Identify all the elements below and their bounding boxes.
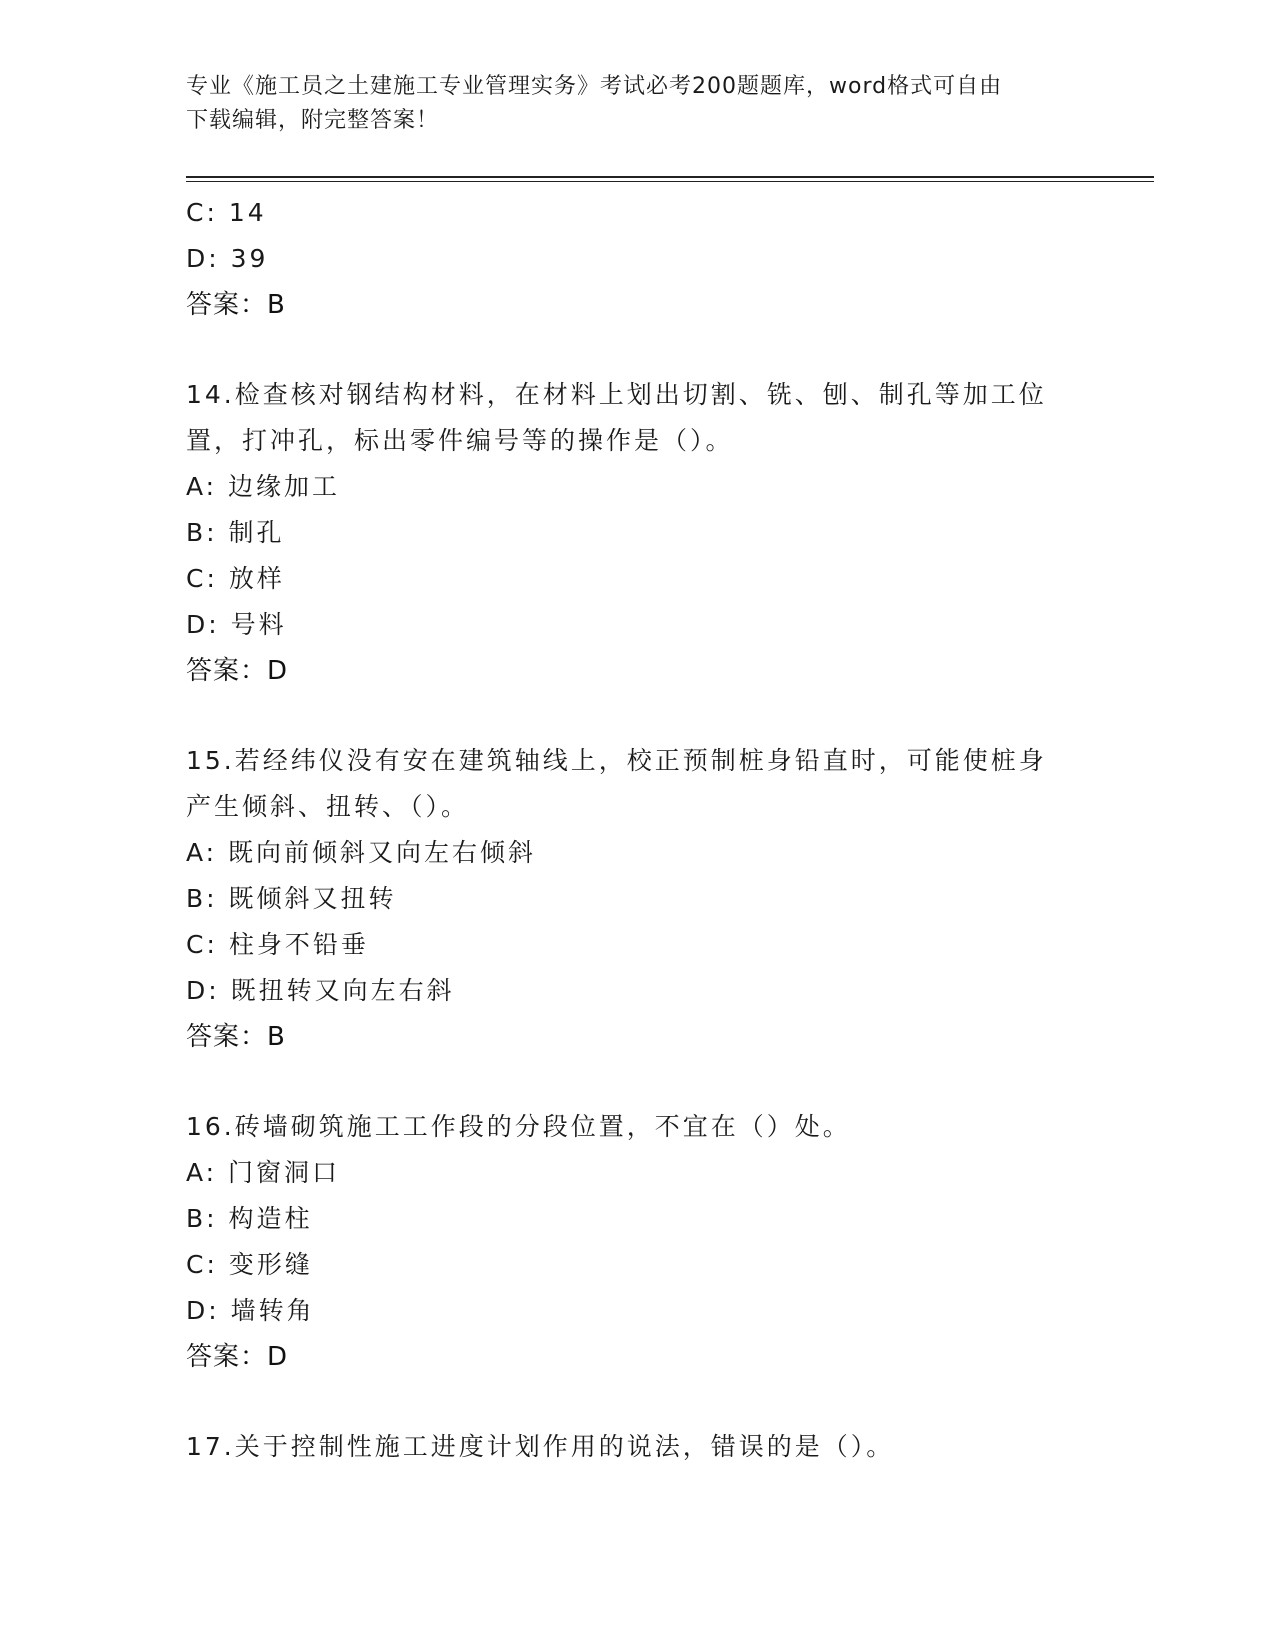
- answer-line: 答案：D: [186, 656, 289, 686]
- question-text-continued: 产生倾斜、扭转、（）。: [186, 792, 470, 821]
- header-line-2: 下载编辑，附完整答案！: [186, 108, 440, 133]
- question-13-continued: [186, 190, 1086, 328]
- option-d: D: 墙转角: [186, 1296, 315, 1325]
- option-c: C: 柱身不铅垂: [186, 930, 369, 959]
- question-14: [186, 372, 1086, 694]
- question-text-continued: 置，打冲孔，标出零件编号等的操作是（）。: [186, 426, 734, 455]
- question-15: [186, 738, 1086, 1060]
- option-c: C: 14: [186, 198, 267, 227]
- question-text: 17.关于控制性施工进度计划作用的说法，错误的是（）。: [186, 1432, 895, 1461]
- option-b: B: 构造柱: [186, 1204, 313, 1233]
- question-text: 16.砖墙砌筑施工工作段的分段位置，不宜在（）处。: [186, 1112, 851, 1141]
- option-d: D: 39: [186, 244, 269, 273]
- document-body: [186, 190, 1086, 1470]
- question-text: 15.若经纬仪没有安在建筑轴线上，校正预制桩身铅直时，可能使桩身: [186, 746, 1047, 775]
- option-d: D: 既扭转又向左右斜: [186, 976, 455, 1005]
- header-rule-thick: [186, 176, 1154, 178]
- answer-line: 答案：B: [186, 1022, 286, 1052]
- document-header: [186, 70, 1086, 138]
- option-c: C: 变形缝: [186, 1250, 313, 1279]
- answer-line: 答案：D: [186, 1342, 289, 1372]
- option-a: A: 边缘加工: [186, 472, 341, 501]
- header-line-1: 专业《施工员之土建施工专业管理实务》考试必考200题题库，word格式可自由: [186, 74, 1003, 99]
- question-17: [186, 1424, 1086, 1470]
- option-a: A: 既向前倾斜又向左右倾斜: [186, 838, 537, 867]
- option-d: D: 号料: [186, 610, 287, 639]
- option-b: B: 既倾斜又扭转: [186, 884, 397, 913]
- option-b: B: 制孔: [186, 518, 285, 547]
- answer-line: 答案：B: [186, 290, 286, 320]
- question-text: 14.检查核对钢结构材料，在材料上划出切割、铣、刨、制孔等加工位: [186, 380, 1047, 409]
- question-16: [186, 1104, 1086, 1380]
- option-c: C: 放样: [186, 564, 285, 593]
- header-rule-thin: [186, 181, 1154, 182]
- option-a: A: 门窗洞口: [186, 1158, 341, 1187]
